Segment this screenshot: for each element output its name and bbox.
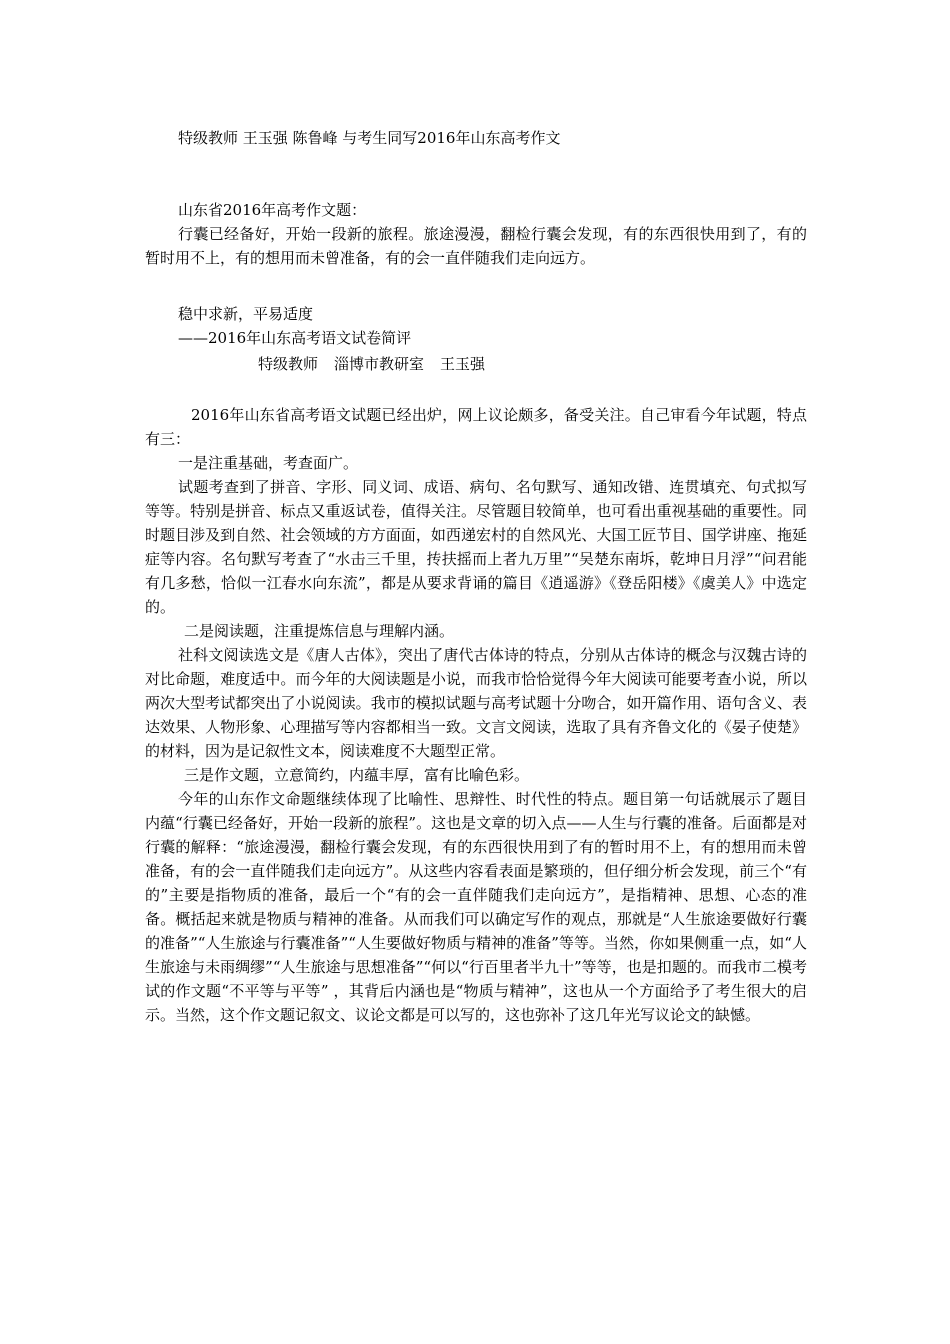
author-byline: [258, 352, 485, 376]
prompt-heading: 山东省2016年高考作文题：: [178, 201, 367, 219]
review-heading-section: [145, 302, 807, 350]
point2-paragraph: 社科文阅读选文是《唐人古体》，突出了唐代古体诗的特点，分别从古体诗的概念与汉魏古诗的对比命题，难度适中。而今年的大阅读题是小说，而我市恰恰觉得今年大阅读可能要考查小说，所以两次大型考试都突出了小说阅读。我市的模拟试题与高考试题十分吻合，如开篇作用、语句含义、表达效果、人物形象、心理描写等内容都相当一致。文言文阅读，选取了具有齐鲁文化的《晏子使楚》的材料，因为是记叙性文本，阅读难度不大题型正常。: [145, 646, 807, 760]
author-name: 王玉强: [440, 355, 486, 373]
author-role: 特级教师: [258, 355, 319, 373]
review-subtitle: ——2016年山东高考语文试卷简评: [178, 329, 412, 347]
point1-paragraph: 试题考查到了拼音、字形、同义词、成语、病句、名句默写、通知改错、连贯填充、句式拟写等等。特别是拼音、标点又重返试卷，值得关注。尽管题目较简单，也可看出重视基础的重要性。同时题目涉及到自然、社会领域的方方面面，如西递宏村的自然风光、大国工匠节目、国学讲座、拖延症等内容。名句默写考查了“水击三千里，抟扶摇而上者九万里”“吴楚东南坼，乾坤日月浮”“问君能有几多愁，恰似一江春水向东流”，都是从要求背诵的篇目《逍遥游》《登岳阳楼》《虞美人》中选定的。: [145, 478, 807, 616]
point1-heading: 一是注重基础，考查面广。: [178, 454, 359, 472]
review-title: 稳中求新，平易适度: [178, 305, 314, 323]
document-title: 特级教师 王玉强 陈鲁峰 与考生同写2016年山东高考作文: [178, 129, 561, 147]
point2-heading: 二是阅读题，注重提炼信息与理解内涵。: [184, 622, 455, 640]
prompt-text: 行囊已经备好，开始一段新的旅程。旅途漫漫，翻检行囊会发现，有的东西很快用到了，有的暂时用不上，有的想用而未曾准备，有的会一直伴随我们走向远方。: [145, 225, 807, 267]
point3-heading: 三是作文题，立意简约，内蕴丰厚，富有比喻色彩。: [184, 766, 530, 784]
point3-paragraph: 今年的山东作文命题继续体现了比喻性、思辩性、时代性的特点。题目第一句话就展示了题目内蕴“行囊已经备好，开始一段新的旅程”。这也是文章的切入点——人生与行囊的准备。后面都是对行囊的解释：“旅途漫漫，翻检行囊会发现，有的东西很快用到了有的暂时用不上，有的想用而未曾准备，有的会一直伴随我们走向远方”。从这些内容看表面是繁琐的，但仔细分析会发现，前三个“有的”主要是指物质的准备，最后一个“有的会一直伴随我们走向远方”，是指精神、思想、心态的准备。概括起来就是物质与精神的准备。从而我们可以确定写作的观点，那就是“人生旅途要做好行囊的准备”“人生旅途与行囊准备”“人生要做好物质与精神的准备”等等。当然，你如果侧重一点，如“人生旅途与未雨绸缪”“人生旅途与思想准备”“何以“行百里者半九十”等等，也是扣题的。而我市二模考试的作文题“不平等与平等” ，其背后内涵也是“物质与精神”，这也从一个方面给予了考生很大的启示。当然，这个作文题记叙文、议论文都是可以写的，这也弥补了这几年光写议论文的缺憾。: [145, 790, 807, 1024]
intro-paragraph: 2016年山东省高考语文试题已经出炉，网上议论颇多，备受关注。自己审看今年试题，特点有三：: [145, 406, 807, 448]
article-body: [145, 403, 807, 1027]
prompt-section: [145, 198, 807, 270]
author-org: 淄博市教研室: [334, 355, 425, 373]
